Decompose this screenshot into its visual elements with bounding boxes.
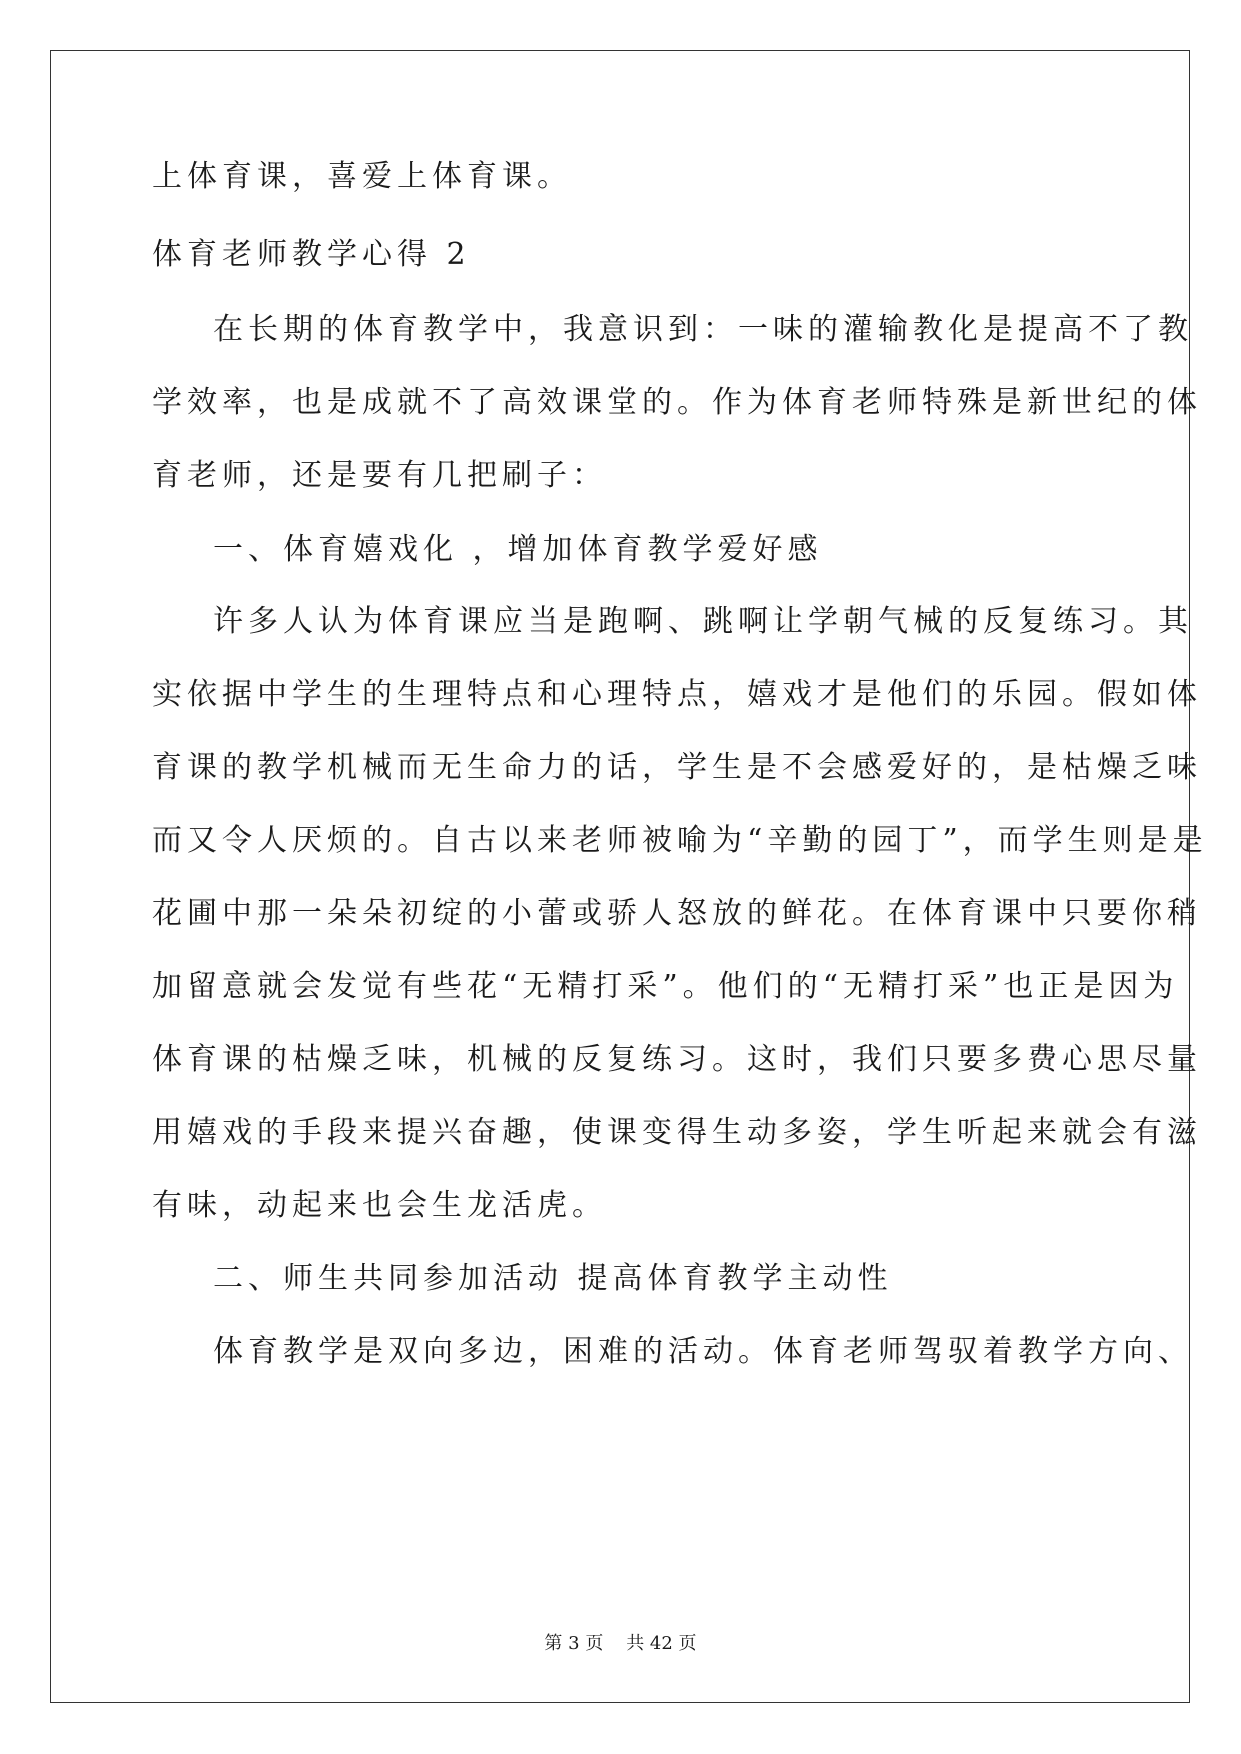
text-line: 上体育课，喜爱上体育课。	[152, 159, 572, 194]
text-line: 学效率，也是成就不了高效课堂的。作为体育老师特殊是新世纪的体	[152, 385, 1202, 420]
subsection-heading: 一、体育嬉戏化 ，增加体育教学爱好感	[213, 532, 823, 567]
page-number: 第 3 页 共 42 页	[544, 1633, 697, 1654]
text-line: 在长期的体育教学中，我意识到：一味的灌输教化是提高不了教	[213, 312, 1193, 347]
text-line: 许多人认为体育课应当是跑啊、跳啊让学朝气械的反复练习。其	[213, 604, 1193, 639]
page-border	[50, 50, 1190, 1703]
section-heading: 体育老师教学心得 2	[152, 237, 471, 272]
text-line: 有味，动起来也会生龙活虎。	[152, 1188, 607, 1223]
text-line: 体育教学是双向多边，困难的活动。体育老师驾驭着教学方向、	[213, 1334, 1193, 1369]
text-line: 而又令人厌烦的。自古以来老师被喻为“辛勤的园丁”，而学生则是是	[152, 823, 1208, 858]
text-line: 育课的教学机械而无生命力的话，学生是不会感爱好的，是枯燥乏味	[152, 750, 1202, 785]
text-line: 花圃中那一朵朵初绽的小蕾或骄人怒放的鲜花。在体育课中只要你稍	[152, 896, 1202, 931]
text-line: 育老师，还是要有几把刷子：	[152, 458, 607, 493]
text-line: 实依据中学生的生理特点和心理特点，嬉戏才是他们的乐园。假如体	[152, 677, 1202, 712]
text-line: 加留意就会发觉有些花“无精打采”。他们的“无精打采”也正是因为	[152, 969, 1179, 1004]
text-line: 用嬉戏的手段来提兴奋趣，使课变得生动多姿，学生听起来就会有滋	[152, 1115, 1202, 1150]
subsection-heading: 二、师生共同参加活动 提高体育教学主动性	[213, 1261, 893, 1296]
text-line: 体育课的枯燥乏味，机械的反复练习。这时，我们只要多费心思尽量	[152, 1042, 1202, 1077]
